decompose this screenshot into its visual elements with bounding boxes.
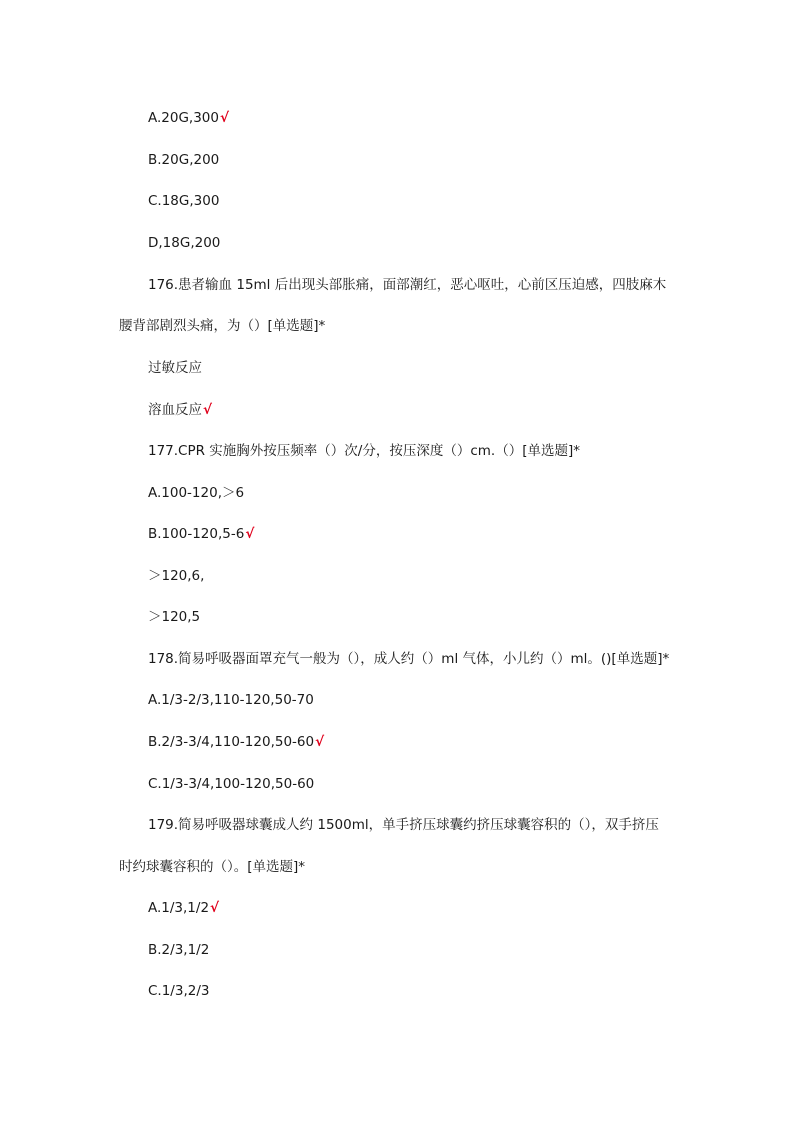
- option-line: [148, 524, 254, 544]
- question-text: 时约球囊容积的（）。[单选题]*: [119, 859, 306, 875]
- correct-checkmark-icon: √: [315, 734, 325, 750]
- question-text: 178.简易呼吸器面罩充气一般为（），成人约（）ml 气体，小儿约（）ml。()[单选题]*: [148, 651, 670, 667]
- question-line: [148, 649, 669, 669]
- option-line: [148, 108, 229, 128]
- option-line: [148, 732, 324, 752]
- line-text: B.2/3-3/4,110-120,50-60: [148, 734, 315, 750]
- line-text: A.20G,300: [148, 110, 219, 126]
- line-text: B.2/3,1/2: [148, 942, 210, 958]
- correct-checkmark-icon: √: [245, 526, 255, 542]
- question-text: 179.简易呼吸器球囊成人约 1500ml，单手挤压球囊约挤压球囊容积的（），双手挤压: [148, 817, 659, 833]
- line-text: B.20G,200: [148, 152, 220, 168]
- option-line: [148, 483, 244, 503]
- question-line: [148, 441, 580, 461]
- option-line: [148, 191, 219, 211]
- question-text: 177.CPR 实施胸外按压频率（）次/分，按压深度（）cm.（）[单选题]*: [148, 443, 580, 459]
- line-text: ＞120,6,: [148, 568, 205, 584]
- question-text: 腰背部剧烈头痛，为（）[单选题]*: [119, 318, 326, 334]
- line-text: 过敏反应: [148, 360, 202, 376]
- question-line: [148, 275, 666, 295]
- line-text: ＞120,5: [148, 609, 201, 625]
- option-line: [148, 690, 314, 710]
- line-text: A.1/3-2/3,110-120,50-70: [148, 692, 314, 708]
- option-line: [148, 150, 219, 170]
- option-line: [148, 607, 200, 627]
- line-text: B.100-120,5-6: [148, 526, 245, 542]
- line-text: A.100-120,＞6: [148, 485, 245, 501]
- option-line: [148, 774, 314, 794]
- option-line: [148, 233, 220, 253]
- line-text: A.1/3,1/2: [148, 900, 210, 916]
- option-line: [148, 898, 219, 918]
- line-text: C.18G,300: [148, 193, 220, 209]
- line-text: 溶血反应: [148, 402, 202, 418]
- option-line: [148, 400, 212, 420]
- question-text: 176.患者输血 15ml 后出现头部胀痛，面部潮红，恶心呕吐，心前区压迫感，四肢麻木: [148, 277, 667, 293]
- option-line: [148, 940, 209, 960]
- correct-checkmark-icon: √: [220, 110, 230, 126]
- correct-checkmark-icon: √: [210, 900, 220, 916]
- question-line-continued: [119, 857, 305, 877]
- option-line: [148, 981, 209, 1001]
- question-line: [148, 815, 659, 835]
- line-text: C.1/3,2/3: [148, 983, 210, 999]
- option-line: [148, 566, 204, 586]
- line-text: D,18G,200: [148, 235, 221, 251]
- question-line-continued: [119, 316, 325, 336]
- option-line: [148, 358, 202, 378]
- correct-checkmark-icon: √: [203, 402, 213, 418]
- line-text: C.1/3-3/4,100-120,50-60: [148, 776, 315, 792]
